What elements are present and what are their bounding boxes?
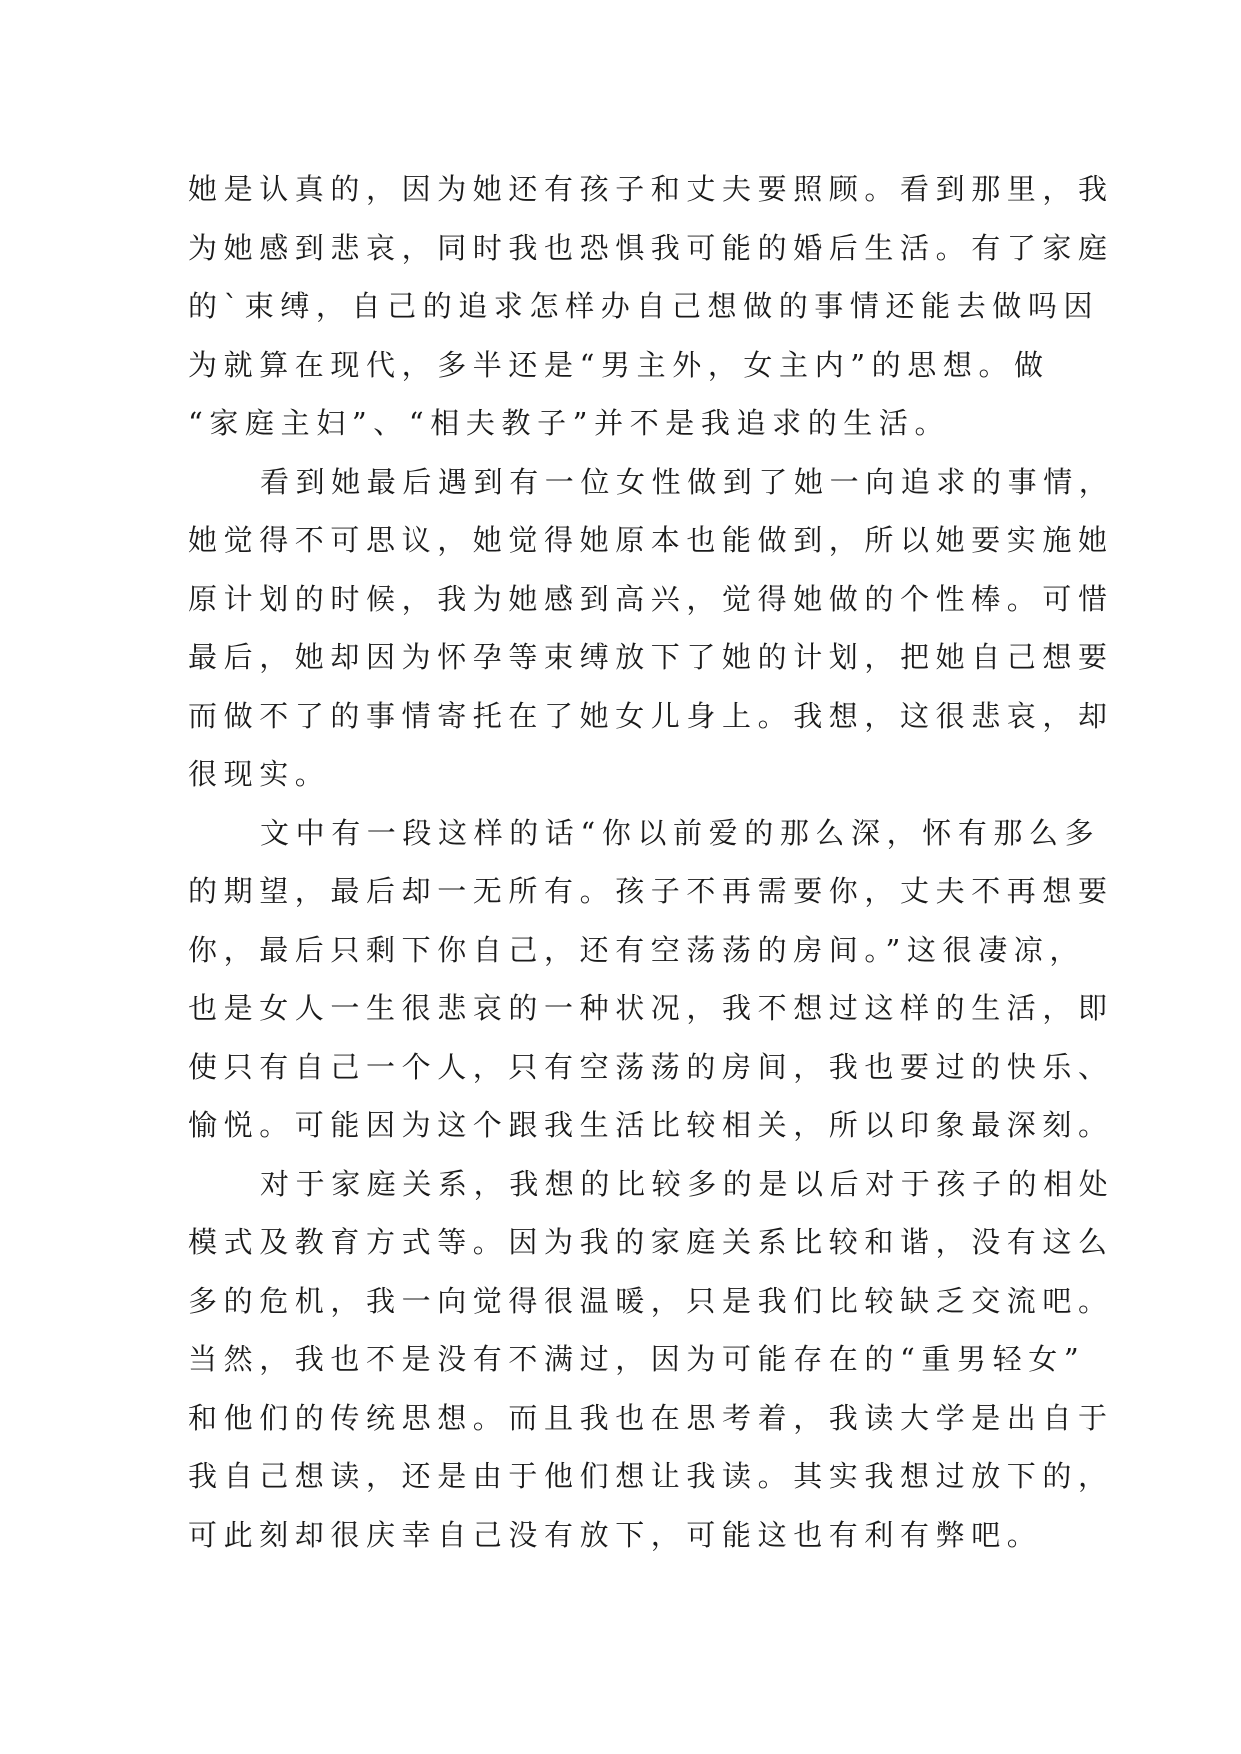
text-line: 模式及教育方式等。因为我的家庭关系比较和谐，没有这么 bbox=[188, 1225, 1114, 1259]
text-line: 最后，她却因为怀孕等束缚放下了她的计划，把她自己想要 bbox=[188, 640, 1114, 674]
text-line: 的`束缚，自己的追求怎样办自己想做的事情还能去做吗因 bbox=[188, 289, 1100, 323]
text-line: 使只有自己一个人，只有空荡荡的房间，我也要过的快乐、 bbox=[188, 1049, 1114, 1084]
text-line: 她觉得不可思议，她觉得她原本也能做到，所以她要实施她 bbox=[188, 523, 1114, 557]
text-line: 对于家庭关系，我想的比较多的是以后对于孩子的相处 bbox=[260, 1166, 1115, 1201]
text-line: 和他们的传统思想。而且我也在思考着，我读大学是出自于 bbox=[188, 1400, 1114, 1435]
text-line: 而做不了的事情寄托在了她女儿身上。我想，这很悲哀，却 bbox=[188, 698, 1114, 733]
text-line: 很现实。 bbox=[188, 757, 331, 791]
paragraph-3 bbox=[188, 804, 1114, 1155]
text-line: 看到她最后遇到有一位女性做到了她一向追求的事情， bbox=[260, 464, 1115, 499]
text-line: 文中有一段这样的话“你以前爱的那么深，怀有那么多 bbox=[260, 815, 1101, 850]
text-line: 的期望，最后却一无所有。孩子不再需要你，丈夫不再想要 bbox=[188, 874, 1114, 908]
text-line: 她是认真的，因为她还有孩子和丈夫要照顾。看到那里，我 bbox=[188, 172, 1114, 206]
text-line: 原计划的时候，我为她感到高兴，觉得她做的个性棒。可惜 bbox=[188, 581, 1114, 616]
text-line: 可此刻却很庆幸自己没有放下，可能这也有利有弊吧。 bbox=[188, 1517, 1043, 1552]
text-line: 多的危机，我一向觉得很温暖，只是我们比较缺乏交流吧。 bbox=[188, 1283, 1114, 1318]
text-line: 当然，我也不是没有不满过，因为可能存在的“重男轻女” bbox=[188, 1342, 1086, 1376]
text-line: 你，最后只剩下你自己，还有空荡荡的房间。”这很凄凉， bbox=[188, 932, 1085, 967]
paragraph-4 bbox=[188, 1155, 1115, 1565]
text-line: 愉悦。可能因为这个跟我生活比较相关，所以印象最深刻。 bbox=[188, 1108, 1114, 1142]
paragraph-1 bbox=[188, 160, 1114, 453]
text-line: 也是女人一生很悲哀的一种状况，我不想过这样的生活，即 bbox=[188, 991, 1114, 1025]
text-line: 为她感到悲哀，同时我也恐惧我可能的婚后生活。有了家庭 bbox=[188, 230, 1114, 265]
text-line: 我自己想读，还是由于他们想让我读。其实我想过放下的， bbox=[188, 1459, 1114, 1493]
paragraph-2 bbox=[188, 453, 1115, 804]
text-line: 为就算在现代，多半还是“男主外，女主内”的思想。做 bbox=[188, 347, 1050, 382]
text-line: “家庭主妇”、“相夫教子”并不是我追求的生活。 bbox=[188, 406, 951, 440]
essay-body bbox=[188, 160, 1115, 1564]
